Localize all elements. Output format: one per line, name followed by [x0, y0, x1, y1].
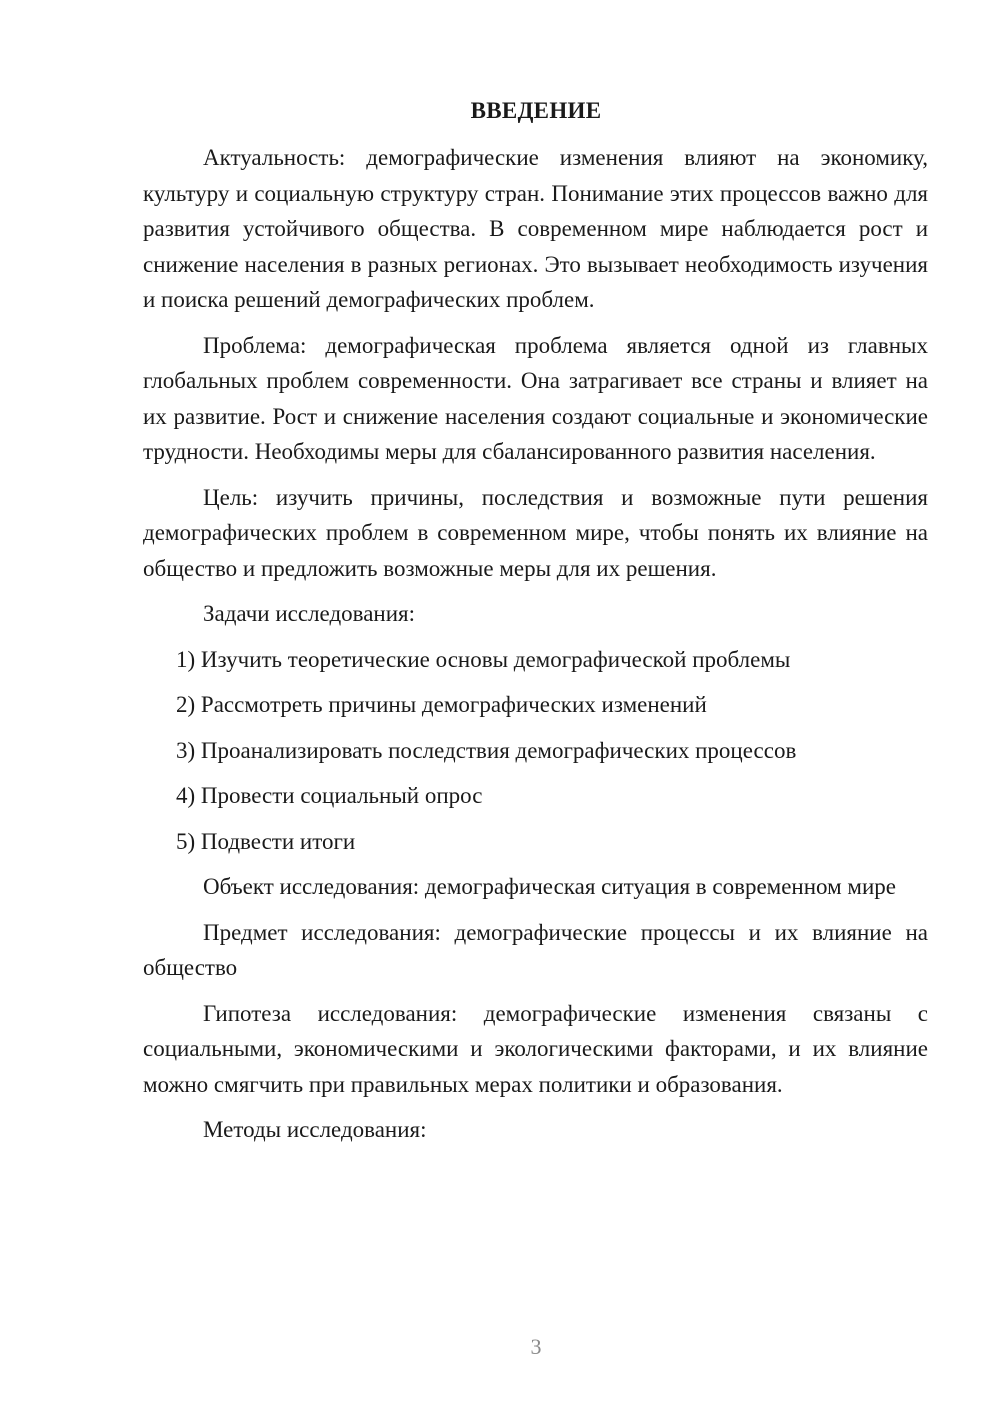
- task-item: 5) Подвести итоги: [176, 828, 356, 854]
- object-paragraph: Объект исследования: демографическая ситуация в современном мире: [203, 874, 896, 899]
- hypothesis-paragraph: Гипотеза исследования: демографические изменения связаны с социальными, экономическими и экологическими факторами, и их влияние можно смягчить при правильных мерах политики и образования.: [143, 1000, 928, 1097]
- goal-paragraph: Цель: изучить причины, последствия и возможные пути решения демографических проблем в современном мире, чтобы понять их влияние на общество и предложить возможные меры для их решения.: [143, 484, 928, 581]
- methods-heading: Методы исследования:: [203, 1117, 427, 1142]
- task-item: 4) Провести социальный опрос: [176, 783, 483, 808]
- tasks-heading: Задачи исследования:: [203, 601, 416, 626]
- task-item: 3) Проанализировать последствия демографических процессов: [176, 737, 797, 763]
- task-item: 2) Рассмотреть причины демографических изменений: [176, 692, 707, 717]
- document-body: [143, 140, 928, 1148]
- relevance-paragraph: Актуальность: демографические изменения влияют на экономику, культуру и социальную структуру стран. Понимание этих процессов важно для развития устойчивого общества. В современном мире наблюдается рост и снижение населения в разных регионах. Это вызывает необходимость изучения и поиска решений демографических проблем.: [143, 145, 928, 312]
- page-title: ВВЕДЕНИЕ: [470, 98, 602, 123]
- problem-paragraph: Проблема: демографическая проблема является одной из главных глобальных проблем современности. Она затрагивает все страны и влияет на их развитие. Рост и снижение населения создают социальные и экономические трудности. Необходимы меры для сбалансированного развития населения.: [143, 332, 928, 464]
- subject-paragraph: Предмет исследования: демографические процессы и их влияние на общество: [143, 919, 928, 980]
- page-number: 3: [530, 1334, 542, 1359]
- task-item: 1) Изучить теоретические основы демографической проблемы: [176, 646, 791, 672]
